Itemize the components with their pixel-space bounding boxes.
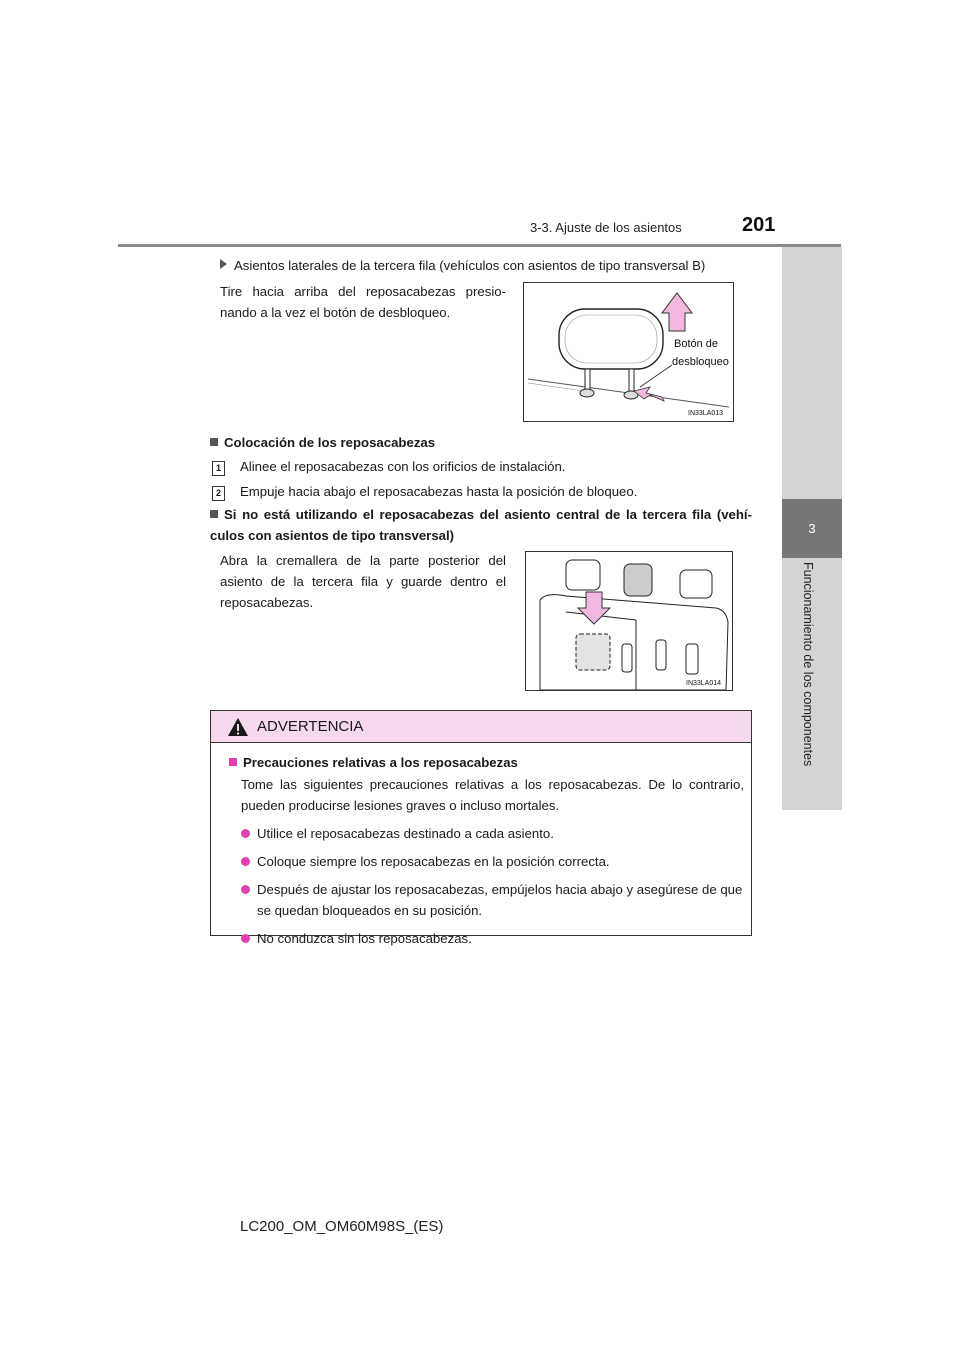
section-title: 3-3. Ajuste de los asientos [530,220,682,235]
dot-bullet-icon [241,857,250,866]
warning-bullet-1: Utilice el reposacabezas destinado a cada asiento. [229,823,744,844]
warning-box [210,710,752,946]
dot-bullet-icon [241,829,250,838]
instruction-text-1: Tire hacia arriba del reposacabezas presio- nando a la vez el botón de desbloqueo. [220,284,506,320]
warning-header [211,711,751,743]
subheading-lateral-seats: Asientos laterales de la tercera fila (vehículos con asientos de tipo transversal B) [220,255,780,276]
warning-triangle-icon [227,717,249,737]
chapter-label: Funcionamiento de los componentes [801,562,815,767]
step-2 [212,481,772,502]
square-bullet-icon [210,510,218,518]
warning-bullet-3: Después de ajustar los reposacabezas, empújelos hacia abajo y asegúrese de que se quedan bloqueados en su posición. [229,879,744,921]
document-code: LC200_OM_OM60M98S_(ES) [240,1218,444,1235]
heading-placement: Colocación de los reposacabezas [210,432,770,453]
warning-content [229,752,744,949]
figure-code: IN33LA014 [686,680,722,687]
press-arrow-icon [634,387,664,401]
warning-heading: Precauciones relativas a los reposacabezas [229,752,744,773]
step-1-text: Alinee el reposacabezas con los orificios de instalación. [240,459,566,474]
triangle-bullet-icon [220,259,227,269]
headrest-illustration [524,283,733,421]
warning-intro: Tome las siguientes precauciones relativas a los reposacabezas. De lo contrario, pueden producirse lesiones graves o incluso mortales. [241,777,744,813]
warning-bullet-2: Coloque siempre los reposacabezas en la posición correcta. [229,851,744,872]
dot-bullet-icon [241,885,250,894]
figure-headrest-unlock [523,282,734,422]
figure-seat-storage [525,551,733,691]
figure-code: IN33LA013 [688,410,724,417]
up-arrow-icon [662,293,692,331]
instruction-text-2: Abra la cremallera de la parte posterior del asiento de la tercera fila y guarde dentro el reposacabezas. [220,553,506,610]
heading-storage: Si no está utilizando el reposacabezas del asiento central de la tercera fila (vehí- culos con asientos de tipo transversal) [210,507,752,543]
step-number-2: 2 [212,486,225,501]
chapter-tab[interactable]: 3 [782,499,842,558]
warning-bullet-4: No conduzca sin los reposacabezas. [229,928,744,949]
step-number-1: 1 [212,461,225,476]
callout-line-2: desbloqueo [672,356,729,368]
seat-storage-illustration [526,552,732,690]
square-bullet-icon [210,438,218,446]
square-bullet-icon [229,758,237,766]
warning-title: ADVERTENCIA [257,718,364,735]
side-bar-top [782,247,842,499]
header-rule [118,244,841,247]
step-1 [212,456,772,477]
dot-bullet-icon [241,934,250,943]
step-2-text: Empuje hacia abajo el reposacabezas hasta la posición de bloqueo. [240,484,638,499]
callout-line-1: Botón de [674,338,719,350]
page-number: 201 [742,214,776,236]
